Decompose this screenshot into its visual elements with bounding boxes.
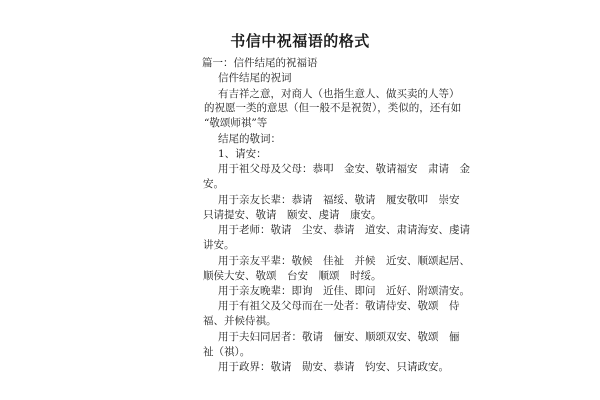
list-item-line: 用于亲友晚辈：即询 近佳、即问 近好、附颂清安。 — [218, 285, 470, 297]
subheading: 信件结尾的祝词 — [218, 72, 292, 84]
paragraph-line: “敬颂师祺”等 — [204, 117, 268, 129]
paragraph-line: 的祝愿一类的意思（但一般不是祝贺），类似的，还有如 — [204, 102, 462, 114]
list-item-line: 用于亲友长辈：恭请 福绥、敬请 履安敬叩 崇安 — [218, 194, 460, 206]
list-item-line: 讲安。 — [203, 239, 235, 251]
list-item-line: 祉（祺）。 — [203, 346, 251, 358]
list-item-line: 用于亲友平辈：敬候 佳祉 并候 近安、顺颂起居、 — [218, 255, 470, 267]
section-heading: 篇一：信件结尾的祝福语 — [202, 57, 318, 69]
list-item-line: 福、并候侍祺。 — [203, 315, 277, 327]
list-item-line: 只请提安、敬请 颐安、虔请 康安。 — [203, 209, 382, 221]
list-item-line: 用于老师：敬请 尘安、恭请 道安、肃请海安、虔请 — [218, 224, 470, 236]
list-item-line: 顺侯大安、敬颂 台安 顺颂 时绥。 — [203, 270, 382, 282]
list-item-line: 安。 — [203, 178, 224, 190]
subheading: 结尾的敬词： — [218, 133, 281, 145]
page-title: 书信中祝福语的格式 — [230, 32, 370, 50]
list-heading: 1、请安： — [218, 148, 267, 160]
list-item-line: 用于夫妇同居者：敬请 俪安、顺颂双安、敬颂 俪 — [218, 331, 460, 343]
list-item-line: 用于祖父母及父母：恭叩 金安、敬请福安 肃请 金 — [218, 163, 470, 175]
paragraph-line: 有吉祥之意，对商人（也指生意人、做买卖的人等） — [218, 88, 460, 100]
list-item-line: 用于有祖父及父母而在一处者：敬请侍安、敬颂 侍 — [218, 300, 460, 312]
list-item-line: 用于政界：敬请 勋安、恭请 钧安、只请政安。 — [218, 361, 449, 373]
